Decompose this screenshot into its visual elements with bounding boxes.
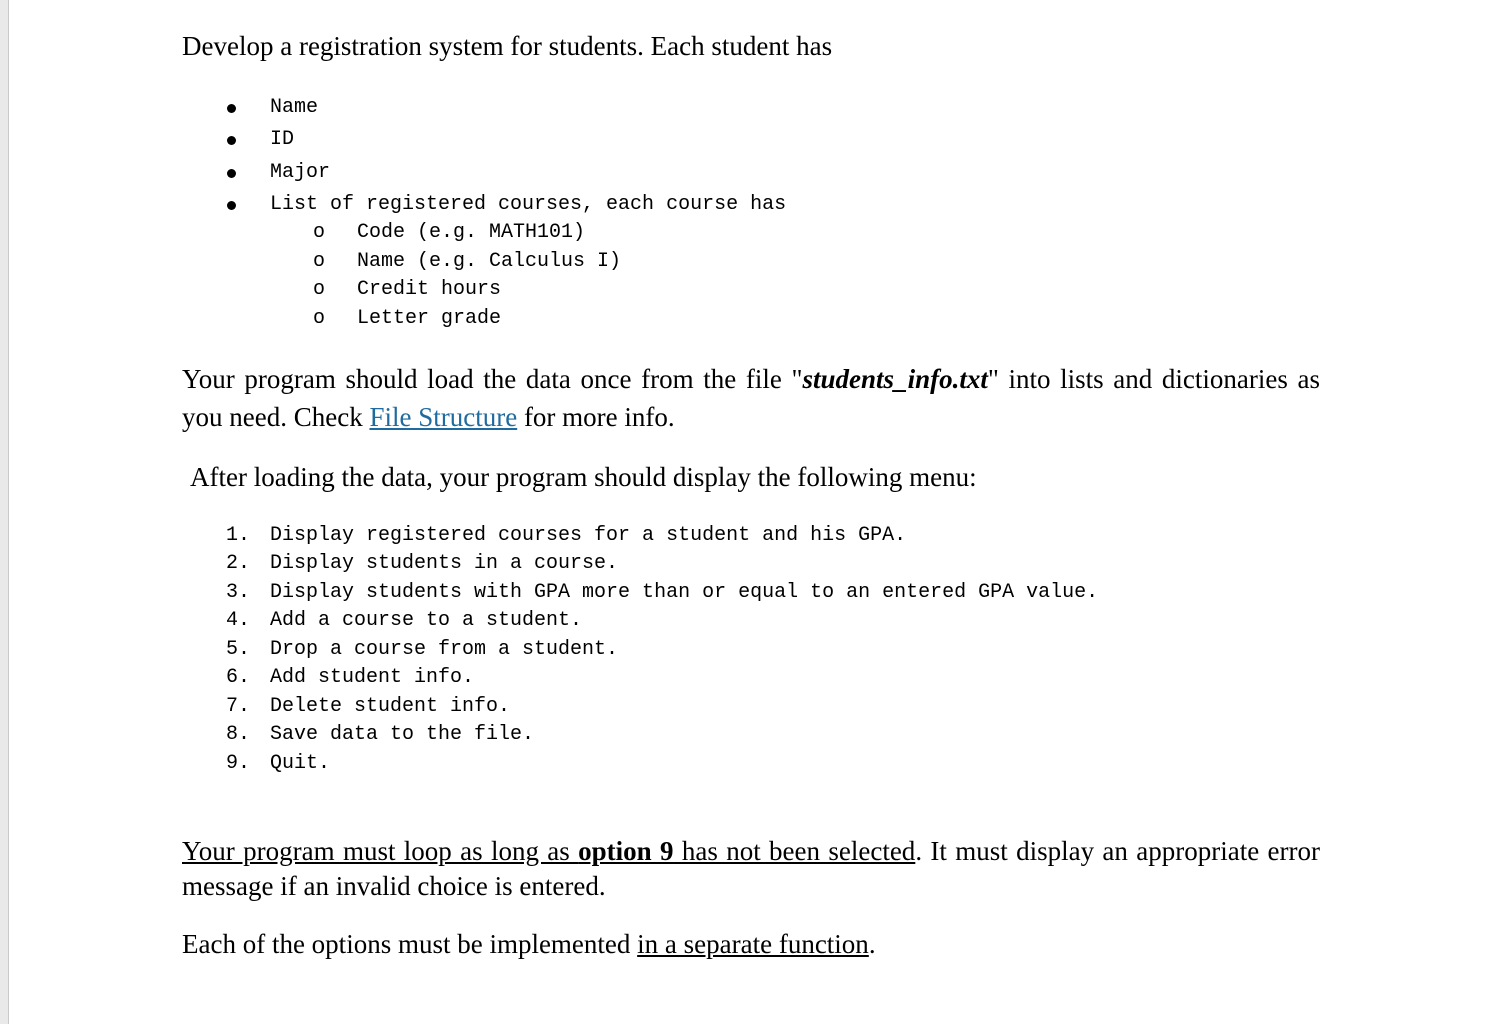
filename-text: students_info.txt (802, 364, 988, 394)
bullet-text: List of registered courses, each course has (270, 193, 787, 216)
sub-bullet-text: Credit hours (357, 278, 502, 301)
bullet-text: Major (270, 161, 331, 184)
function-requirement-paragraph: Each of the options must be implemented in a separate function. (182, 929, 876, 959)
sub-bullet-marker-icon: o (313, 250, 326, 273)
bullet-dot-icon (227, 201, 236, 210)
bullet-text: Name (270, 96, 319, 119)
load-data-paragraph: Your program should load the data once from the file "students_info.txt" into lists and dictionaries as you need. Check File Structure for more info. (182, 364, 1320, 432)
bullet-dot-icon (227, 169, 236, 178)
bullet-text: ID (270, 128, 295, 151)
sub-bullet-marker-icon: o (313, 221, 326, 244)
sub-bullet-text: Code (e.g. MATH101) (357, 221, 586, 244)
sub-bullet-text: Letter grade (357, 307, 502, 330)
bullet-dot-icon (227, 104, 236, 113)
bullet-dot-icon (227, 136, 236, 145)
sub-bullet-text: Name (e.g. Calculus I) (357, 250, 622, 273)
sub-bullet-marker-icon: o (313, 278, 326, 301)
file-structure-link[interactable]: File Structure (369, 402, 518, 432)
sub-bullet-marker-icon: o (313, 307, 326, 330)
intro-text: Develop a registration system for students. Each student has (182, 31, 833, 61)
loop-requirement-paragraph: Your program must loop as long as option 9 has not been selected. It must display an appropriate error message if an invalid choice is entered. (182, 836, 1320, 901)
menu-intro-text: After loading the data, your program should display the following menu: (190, 462, 977, 492)
window-left-border (0, 0, 9, 1024)
